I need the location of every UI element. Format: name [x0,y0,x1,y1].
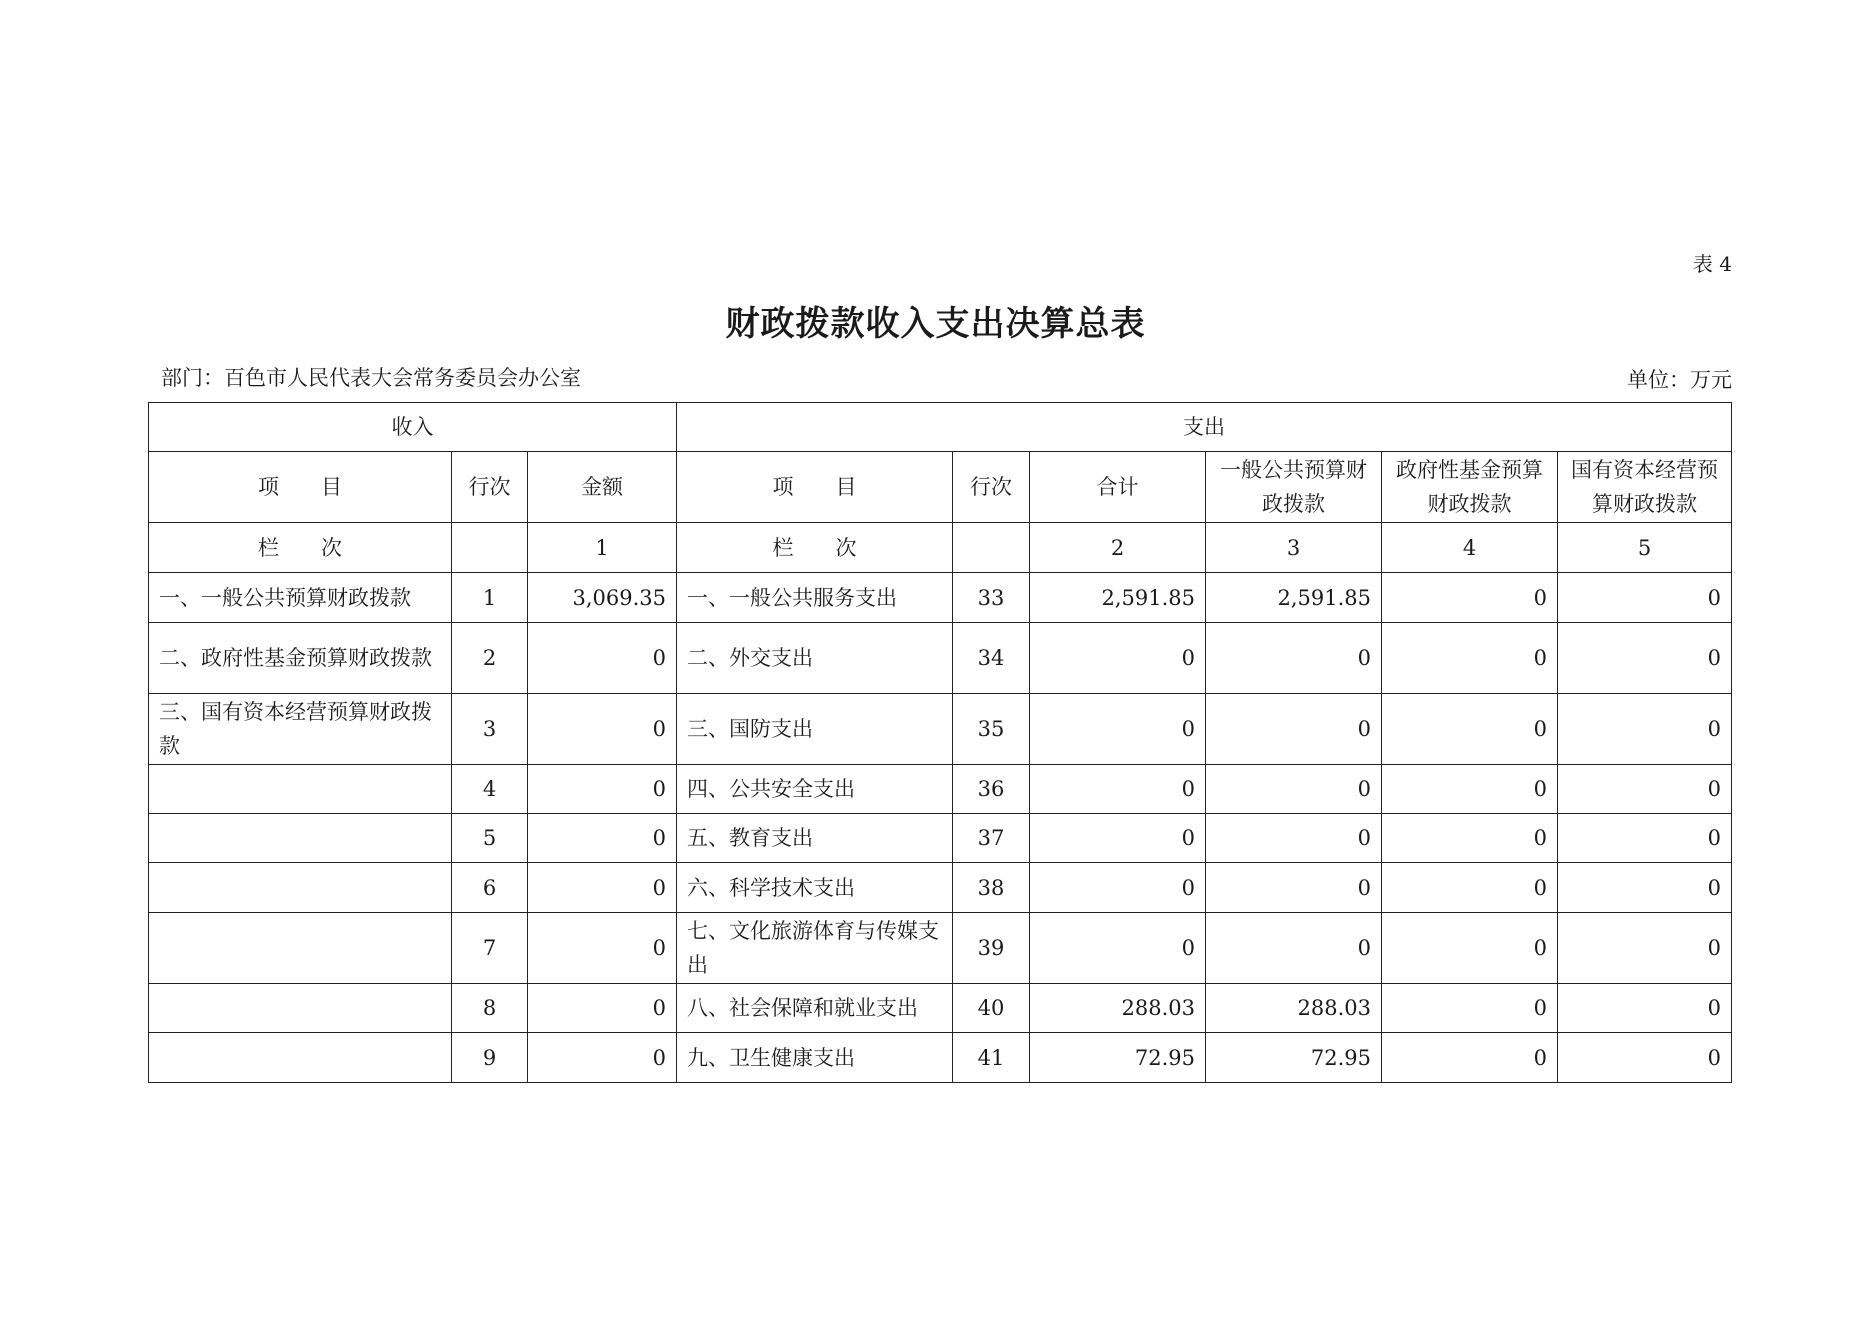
state-capital-value: 0 [1558,863,1732,913]
table-row [149,694,1732,765]
table-row [149,1033,1732,1083]
income-amount-header: 金额 [528,452,677,523]
income-item [149,1033,452,1083]
total-value: 72.95 [1030,1033,1206,1083]
table-row [149,623,1732,694]
expense-item-header: 项 目 [677,452,953,523]
table-row [149,913,1732,984]
table-row [149,814,1732,863]
income-amount: 0 [528,694,677,765]
state-capital-value: 0 [1558,913,1732,984]
page-title: 财政拨款收入支出决算总表 [725,304,1146,344]
expense-line-header: 行次 [953,452,1030,523]
total-header: 合计 [1030,452,1206,523]
income-line: 9 [452,1033,528,1083]
income-line: 4 [452,765,528,814]
total-value: 0 [1030,863,1206,913]
income-item: 三、国有资本经营预算财政拨款 [149,694,452,765]
department-label: 部门：百色市人民代表大会常务委员会办公室 [161,366,581,390]
expense-item: 五、教育支出 [677,814,953,863]
income-item-header: 项 目 [149,452,452,523]
expense-item: 一、一般公共服务支出 [677,573,953,623]
general-budget-value: 0 [1206,623,1382,694]
col-5-number: 5 [1558,523,1732,573]
col-2-number: 2 [1030,523,1206,573]
gov-fund-value: 0 [1382,623,1558,694]
col-4-number: 4 [1382,523,1558,573]
gov-fund-value: 0 [1382,814,1558,863]
unit-label: 单位：万元 [1627,368,1732,392]
expense-item: 八、社会保障和就业支出 [677,984,953,1033]
income-line: 3 [452,694,528,765]
gov-fund-value: 0 [1382,694,1558,765]
income-line: 8 [452,984,528,1033]
total-value: 288.03 [1030,984,1206,1033]
table-row [149,573,1732,623]
income-item: 一、一般公共预算财政拨款 [149,573,452,623]
expense-item: 九、卫生健康支出 [677,1033,953,1083]
income-line: 7 [452,913,528,984]
total-value: 0 [1030,913,1206,984]
expense-line: 41 [953,1033,1030,1083]
appropriation-table [148,402,1732,1083]
state-capital-value: 0 [1558,814,1732,863]
total-value: 0 [1030,623,1206,694]
expense-line-blank [953,523,1030,573]
income-line-header: 行次 [452,452,528,523]
income-item [149,765,452,814]
general-budget-value: 0 [1206,694,1382,765]
income-line-blank [452,523,528,573]
income-amount: 0 [528,984,677,1033]
income-item [149,814,452,863]
expense-line: 36 [953,765,1030,814]
state-capital-value: 0 [1558,765,1732,814]
expense-line: 38 [953,863,1030,913]
state-capital-header: 国有资本经营预算财政拨款 [1558,452,1732,523]
gov-fund-value: 0 [1382,765,1558,814]
state-capital-value: 0 [1558,573,1732,623]
gov-fund-value: 0 [1382,913,1558,984]
general-budget-value: 0 [1206,863,1382,913]
income-amount: 0 [528,623,677,694]
gov-fund-value: 0 [1382,984,1558,1033]
state-capital-value: 0 [1558,623,1732,694]
col-3-number: 3 [1206,523,1382,573]
expense-line: 33 [953,573,1030,623]
expense-section-header: 支出 [677,403,1732,452]
expense-item: 四、公共安全支出 [677,765,953,814]
gov-fund-value: 0 [1382,1033,1558,1083]
income-amount: 0 [528,765,677,814]
general-budget-value: 0 [1206,765,1382,814]
income-amount: 0 [528,913,677,984]
table-number: 表 4 [1692,252,1732,276]
income-section-header: 收入 [149,403,677,452]
total-value: 0 [1030,765,1206,814]
general-budget-value: 288.03 [1206,984,1382,1033]
table-row [149,863,1732,913]
col-1-number: 1 [528,523,677,573]
income-item [149,863,452,913]
income-amount: 3,069.35 [528,573,677,623]
expense-line: 40 [953,984,1030,1033]
expense-item: 二、外交支出 [677,623,953,694]
income-amount: 0 [528,1033,677,1083]
table-row [149,765,1732,814]
income-column-number-label: 栏 次 [149,523,452,573]
general-budget-value: 0 [1206,913,1382,984]
general-budget-value: 0 [1206,814,1382,863]
section-header-row [149,403,1732,452]
state-capital-value: 0 [1558,1033,1732,1083]
total-value: 0 [1030,694,1206,765]
expense-column-number-label: 栏 次 [677,523,953,573]
table-row [149,984,1732,1033]
income-line: 5 [452,814,528,863]
expense-item: 六、科学技术支出 [677,863,953,913]
general-budget-header: 一般公共预算财政拨款 [1206,452,1382,523]
income-line: 1 [452,573,528,623]
general-budget-value: 2,591.85 [1206,573,1382,623]
column-header-row [149,452,1732,523]
total-value: 2,591.85 [1030,573,1206,623]
general-budget-value: 72.95 [1206,1033,1382,1083]
income-line: 2 [452,623,528,694]
gov-fund-value: 0 [1382,573,1558,623]
expense-item: 七、文化旅游体育与传媒支出 [677,913,953,984]
gov-fund-value: 0 [1382,863,1558,913]
expense-line: 34 [953,623,1030,694]
income-line: 6 [452,863,528,913]
column-number-row [149,523,1732,573]
state-capital-value: 0 [1558,694,1732,765]
income-item [149,913,452,984]
income-amount: 0 [528,863,677,913]
total-value: 0 [1030,814,1206,863]
expense-line: 35 [953,694,1030,765]
income-amount: 0 [528,814,677,863]
expense-line: 39 [953,913,1030,984]
expense-line: 37 [953,814,1030,863]
income-item [149,984,452,1033]
income-item: 二、政府性基金预算财政拨款 [149,623,452,694]
gov-fund-header: 政府性基金预算财政拨款 [1382,452,1558,523]
expense-item: 三、国防支出 [677,694,953,765]
state-capital-value: 0 [1558,984,1732,1033]
